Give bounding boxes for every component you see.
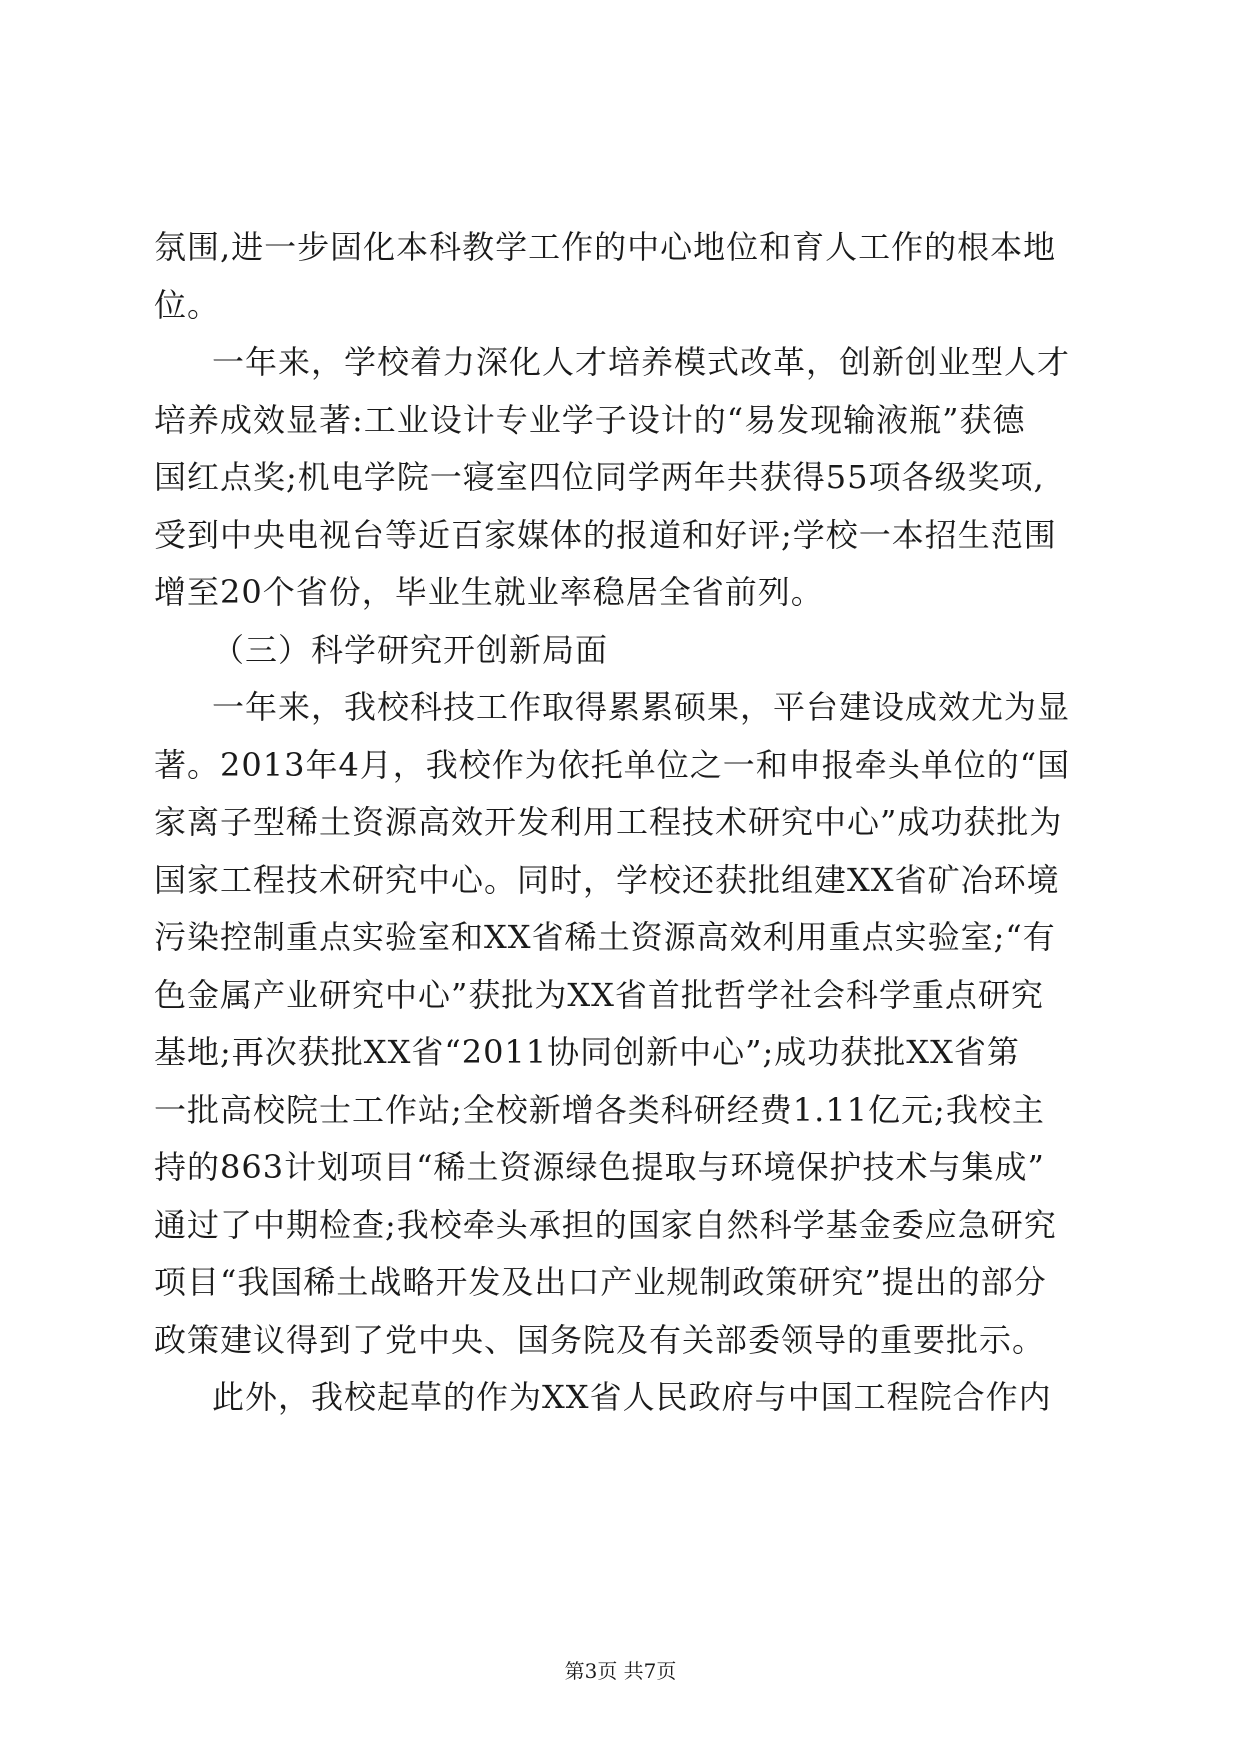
text-line: 氛围,进一步固化本科教学工作的中心地位和育人工作的根本地	[154, 228, 1057, 266]
page-footer: 第3页 共7页	[564, 1659, 677, 1683]
paragraph-first-line: 此外，我校起草的作为XX省人民政府与中国工程院合作内	[212, 1378, 1052, 1416]
text-line: 受到中央电视台等近百家媒体的报道和好评;学校一本招生范围	[154, 516, 1057, 554]
text-line: 位。	[154, 286, 221, 324]
text-line: 持的863计划项目“稀土资源绿色提取与环境保护技术与集成”	[154, 1148, 1045, 1186]
text-line: 家离子型稀土资源高效开发利用工程技术研究中心”成功获批为	[154, 803, 1063, 841]
text-line: 政策建议得到了党中央、国务院及有关部委领导的重要批示。	[154, 1321, 1046, 1359]
text-line: 通过了中期检查;我校牵头承担的国家自然科学基金委应急研究	[154, 1206, 1057, 1244]
text-line: 国家工程技术研究中心。同时，学校还获批组建XX省矿冶环境	[154, 861, 1060, 899]
text-line: 污染控制重点实验室和XX省稀土资源高效利用重点实验室;“有	[154, 918, 1056, 956]
paragraph-first-line: 一年来，我校科技工作取得累累硕果，平台建设成效尤为显	[212, 688, 1071, 726]
text-line: 色金属产业研究中心”获批为XX省首批哲学社会科学重点研究	[154, 976, 1044, 1014]
text-line: 国红点奖;机电学院一寝室四位同学两年共获得55项各级奖项,	[154, 458, 1045, 496]
section-heading: （三）科学研究开创新局面	[212, 631, 609, 669]
paragraph-first-line: 一年来，学校着力深化人才培养模式改革，创新创业型人才	[212, 343, 1071, 381]
text-line: 基地;再次获批XX省“2011协同创新中心”;成功获批XX省第	[154, 1033, 1020, 1071]
text-line: 培养成效显著:工业设计专业学子设计的“易发现输液瓶”获德	[154, 401, 1026, 439]
text-line: 著。2013年4月，我校作为依托单位之一和申报牵头单位的“国	[154, 746, 1071, 784]
text-line: 一批高校院士工作站;全校新增各类科研经费1.11亿元;我校主	[154, 1091, 1045, 1129]
text-line: 增至20个省份，毕业生就业率稳居全省前列。	[154, 573, 824, 611]
text-line: 项目“我国稀土战略开发及出口产业规制政策研究”提出的部分	[154, 1263, 1047, 1301]
